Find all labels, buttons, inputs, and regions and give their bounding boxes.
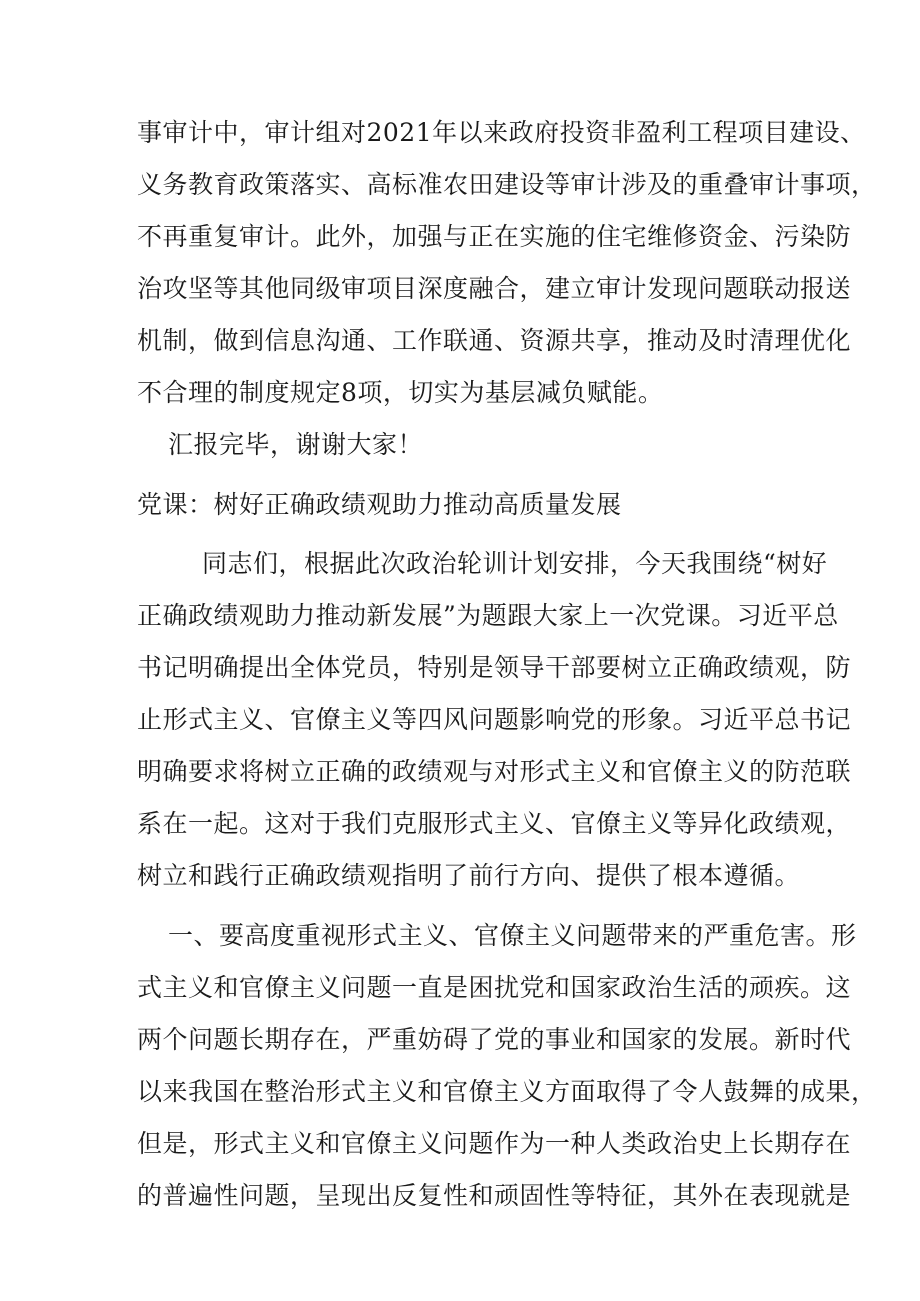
text-line: 两个问题长期存在，严重妨碍了党的事业和国家的发展。新时代 xyxy=(137,1025,852,1054)
text-line: 治攻坚等其他同级审项目深度融合，建立审计发现问题联动报送 xyxy=(137,274,852,303)
text-line: 系在一起。这对于我们克服形式主义、官僚主义等异化政绩观， xyxy=(137,809,852,838)
text-line: 机制，做到信息沟通、工作联通、资源共享，推动及时清理优化 xyxy=(137,326,852,355)
text-line: 但是，形式主义和官僚主义问题作为一种人类政治史上长期存在 xyxy=(137,1129,852,1158)
text-line: 事审计中，审计组对2021年以来政府投资非盈利工程项目建设、 xyxy=(137,118,866,147)
text-line: 义务教育政策落实、高标准农田建设等审计涉及的重叠审计事项， xyxy=(137,170,877,199)
text-line: 正确政绩观助力推动新发展”为题跟大家上一次党课。习近平总 xyxy=(137,601,839,630)
text-line: 一、要高度重视形式主义、官僚主义问题带来的严重危害。形 xyxy=(168,921,857,950)
text-line: 止形式主义、官僚主义等四风问题影响党的形象。习近平总书记 xyxy=(137,705,852,734)
text-line: 不再重复审计。此外，加强与正在实施的住宅维修资金、污染防 xyxy=(137,222,852,251)
text-line: 的普遍性问题，呈现出反复性和顽固性等特征，其外在表现就是 xyxy=(137,1181,852,1210)
text-line: 明确要求将树立正确的政绩观与对形式主义和官僚主义的防范联 xyxy=(137,757,852,786)
text-line: 以来我国在整治形式主义和官僚主义方面取得了令人鼓舞的成果， xyxy=(137,1077,877,1106)
closing-remark: 汇报完毕，谢谢大家！ xyxy=(168,430,424,459)
text-line: 不合理的制度规定8项，切实为基层减负赋能。 xyxy=(137,378,664,407)
text-line: 同志们，根据此次政治轮训计划安排，今天我围绕“树好 xyxy=(202,549,828,578)
section-heading: 党课：树好正确政绩观助力推动高质量发展 xyxy=(137,490,622,519)
text-line: 树立和践行正确政绩观指明了前行方向、提供了根本遵循。 xyxy=(137,861,801,890)
text-line: 书记明确提出全体党员，特别是领导干部要树立正确政绩观，防 xyxy=(137,653,852,682)
text-line: 式主义和官僚主义问题一直是困扰党和国家政治生活的顽疾。这 xyxy=(137,973,852,1002)
